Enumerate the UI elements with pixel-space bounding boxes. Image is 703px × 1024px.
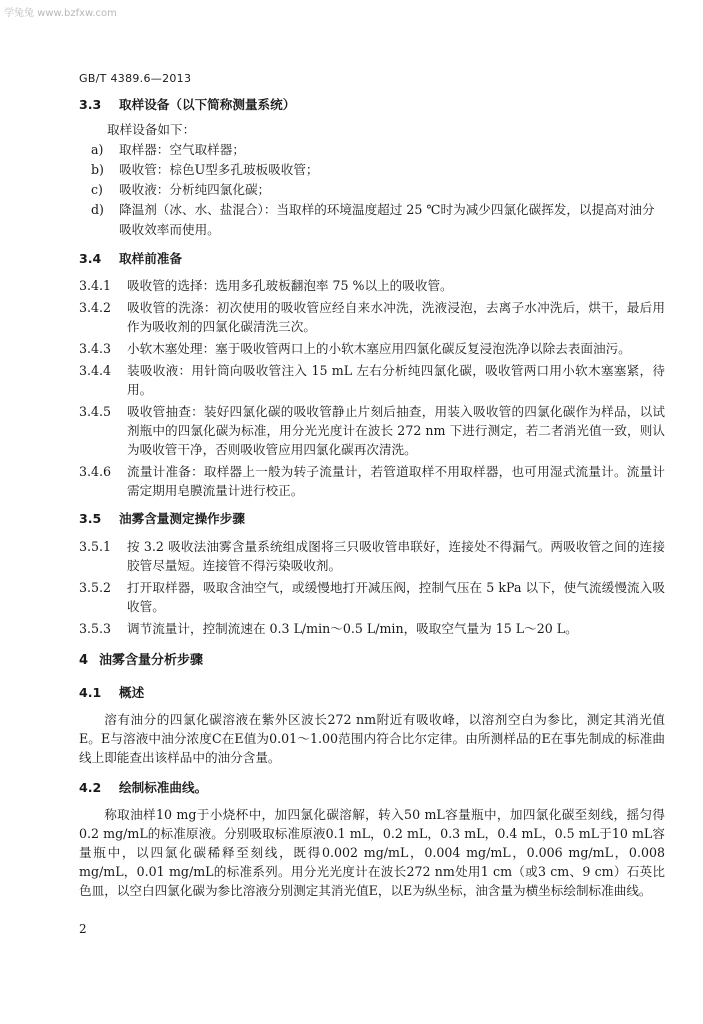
document-body	[79, 92, 665, 900]
list-text: 取样器：空气取样器；	[119, 142, 245, 157]
section-number: 3.5	[79, 511, 102, 526]
clause	[79, 578, 665, 616]
clause-number: 3.4.2	[79, 300, 112, 315]
clause-text: 按 3.2 吸收法油雾含量系统组成图将三只吸收管串联好，连接处不得漏气。两吸收管之间的连接胶管尽量短。连接管不得污染吸收剂。	[127, 539, 665, 573]
clause-number: 3.4.4	[79, 363, 112, 378]
standard-number-header: GB/T 4389.6—2013	[79, 72, 192, 85]
clause	[79, 361, 665, 399]
clause-text: 吸收管抽查：装好四氯化碳的吸收管静止片刻后抽查，用装入吸收管的四氯化碳作为样品，以试剂瓶中的四氯化碳为标准，用分光光度计在波长 272 nm 下进行测定，若二者消光值一致，则认为吸收管干净，否则吸收管应用四氯化碳再次清洗。	[127, 404, 665, 457]
list-text: 吸收液：分析纯四氯化碳；	[119, 182, 271, 197]
clause-text: 流量计准备：取样器上一般为转子流量计，若管道取样不用取样器，也可用湿式流量计。流量计需定期用皂膜流量计进行校正。	[127, 464, 665, 498]
page-number: 2	[79, 922, 87, 936]
clause-text: 装吸收液：用针筒向吸收管注入 15 mL 左右分析纯四氯化碳，吸收管两口用小软木塞塞紧，待用。	[127, 363, 665, 397]
section-title: 取样前准备	[119, 251, 182, 266]
section-3-5-heading	[79, 510, 665, 528]
section-title: 绘制标准曲线。	[119, 780, 208, 795]
clause	[79, 402, 665, 459]
section-4-1-paragraph: 溶有油分的四氯化碳溶液在紫外区波长272 nm附近有吸收峰，以溶剂空白为参比，测定其消光值E。E与溶液中油分浓度C在E值为0.01～1.00范围内符合比尔定律。由所测样品的E在事先制成的标准曲线上即能查出该样品中的油分含量。	[79, 712, 665, 765]
clause-text: 吸收管的洗涤：初次使用的吸收管应经自来水冲洗，洗液浸泡，去离子水冲洗后，烘干，最后用作为吸收剂的四氯化碳清洗三次。	[127, 300, 665, 334]
clause-number: 3.4.5	[79, 404, 112, 419]
section-title: 取样设备（以下简称测量系统）	[119, 97, 296, 112]
list-marker: d)	[91, 202, 104, 217]
clause	[79, 619, 665, 638]
section-3-5-body	[79, 537, 665, 638]
list-item	[79, 160, 665, 180]
clause-number: 3.4.3	[79, 341, 112, 356]
section-4-1-heading	[79, 684, 665, 702]
section-3-3-intro: 取样设备如下：	[107, 122, 196, 137]
list-text: 吸收管：棕色U型多孔玻板吸收管；	[119, 162, 319, 177]
clause-number: 3.5.1	[79, 539, 112, 554]
clause	[79, 462, 665, 500]
section-number: 4.1	[79, 685, 102, 700]
clause-text: 吸收管的选择：选用多孔玻板翻泡率 75 %以上的吸收管。	[127, 278, 453, 293]
clause-number: 3.5.3	[79, 621, 112, 636]
section-number: 3.3	[79, 97, 102, 112]
clause-text: 打开取样器，吸取含油空气，或缓慢地打开减压阀，控制气压在 5 kPa 以下，使气流缓慢流入吸收管。	[127, 580, 665, 614]
chapter-4-heading	[79, 652, 665, 670]
section-3-3-heading	[79, 96, 665, 114]
clause-number: 3.4.6	[79, 464, 112, 479]
chapter-number: 4	[79, 653, 89, 668]
section-4-2-paragraph: 称取油样10 mg于小烧杯中，加四氯化碳溶解，转入50 mL容量瓶中，加四氯化碳至刻线，摇匀得0.2 mg/mL的标准原液。分别吸取标准原液0.1 mL，0.2 mL，0.3 mL，0.4 mL，0.5 mL于10 mL容量瓶中，以四氯化碳稀释至刻线，既得0.002 mg/mL，0.004 mg/mL，0.006 mg/mL，0.008 mg/mL，0.01 mg/mL的标准系列。用分光光度计在波长272 nm处用1 cm（或3 cm、9 cm）石英比色皿，以空白四氯化碳为参比溶液分别测定其消光值E，以E为纵坐标，油含量为横坐标绘制标准曲线。	[79, 807, 665, 898]
list-marker: a)	[91, 142, 104, 157]
list-item	[79, 180, 665, 200]
clause	[79, 537, 665, 575]
section-number: 3.4	[79, 251, 102, 266]
section-number: 4.2	[79, 780, 102, 795]
list-marker: b)	[91, 162, 104, 177]
chapter-title: 油雾含量分析步骤	[99, 653, 204, 668]
clause-number: 3.5.2	[79, 580, 112, 595]
list-item	[79, 200, 665, 240]
clause-text: 调节流量计，控制流速在 0.3 L/min～0.5 L/min，吸取空气量为 15 L～20 L。	[127, 621, 578, 636]
clause	[79, 276, 665, 295]
equipment-list	[79, 140, 665, 240]
section-4-2-heading	[79, 779, 665, 797]
list-text: 降温剂（冰、水、盐混合）：当取样的环境温度超过 25 ℃时为减少四氯化碳挥发，以提高对油分吸收效率而使用。	[119, 202, 655, 237]
list-item	[79, 140, 665, 160]
clause-number: 3.4.1	[79, 278, 112, 293]
section-3-4-heading	[79, 250, 665, 268]
list-marker: c)	[91, 182, 103, 197]
section-title: 油雾含量测定操作步骤	[119, 511, 245, 526]
section-3-4-body	[79, 276, 665, 500]
clause	[79, 298, 665, 336]
watermark: 学兔兔 www.bzfxw.com	[4, 8, 117, 19]
clause	[79, 339, 665, 358]
clause-text: 小软木塞处理：塞于吸收管两口上的小软木塞应用四氯化碳反复浸泡洗净以除去表面油污。	[127, 341, 631, 356]
section-title: 概述	[119, 685, 145, 700]
